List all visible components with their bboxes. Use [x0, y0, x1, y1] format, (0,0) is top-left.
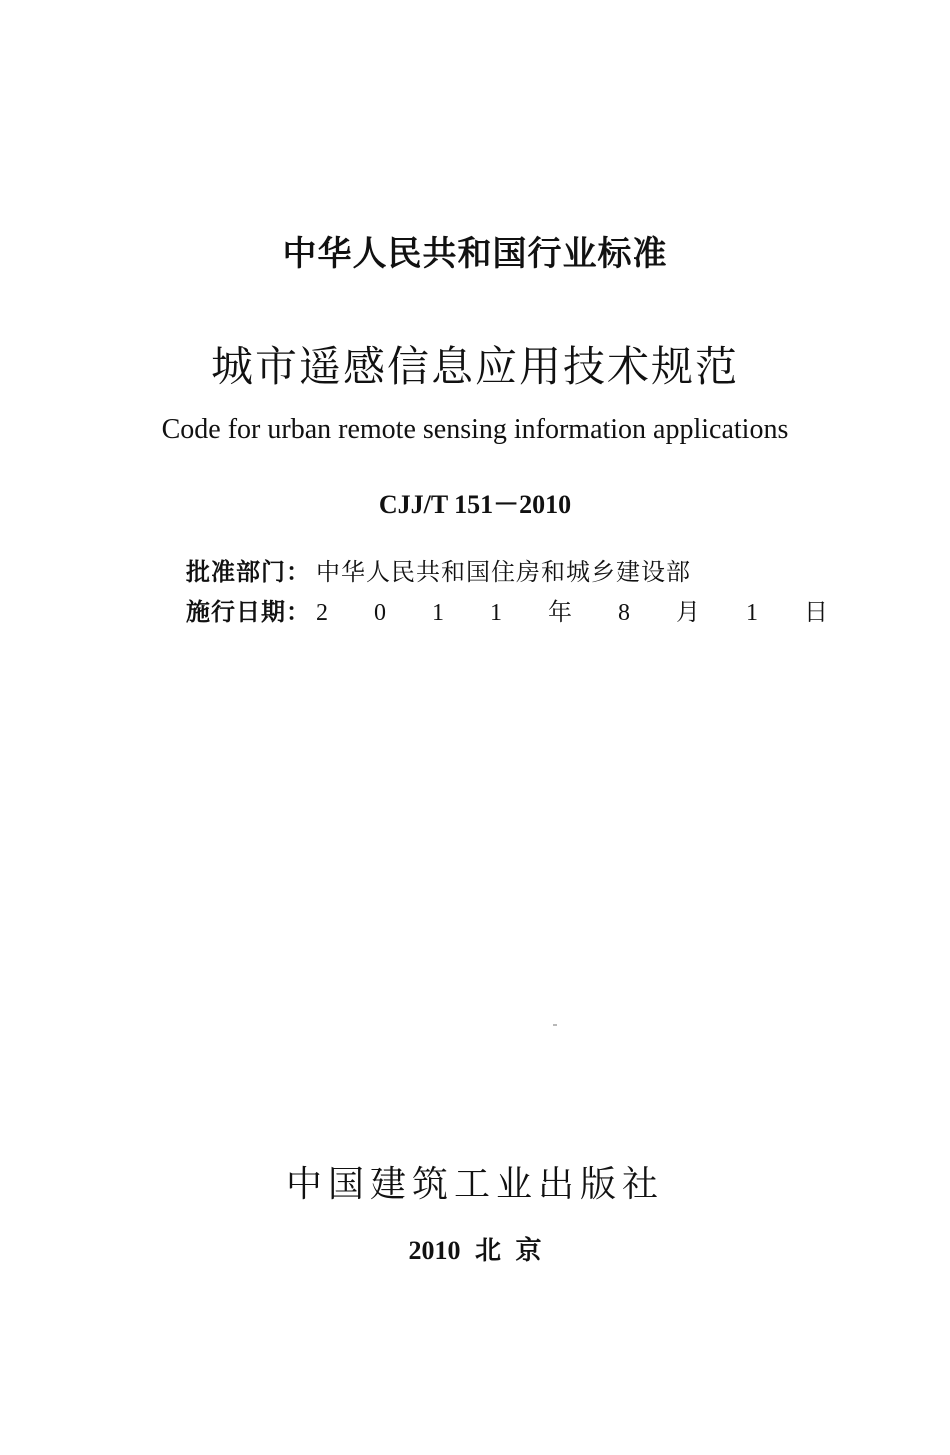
standard-code: CJJ/T 151－2010	[378, 490, 572, 519]
main-title: 城市遥感信息应用技术规范	[210, 342, 739, 391]
implementation-label: 施行日期：	[186, 598, 311, 626]
place-year: 2010 北 京	[408, 1236, 542, 1265]
approval-row	[186, 552, 691, 587]
approval-value: 中华人民共和国住房和城乡建设部	[316, 558, 691, 586]
implementation-value: 2 0 1 1 年 8 月 1 日	[316, 600, 848, 626]
series-title: 中华人民共和国行业标准	[282, 234, 668, 274]
approval-label: 批准部门：	[186, 558, 311, 586]
english-title: Code for urban remote sensing information applications	[161, 414, 789, 445]
publisher: 中国建筑工业出版社	[285, 1164, 664, 1205]
implementation-row	[186, 592, 848, 627]
scan-mark	[553, 1024, 557, 1026]
